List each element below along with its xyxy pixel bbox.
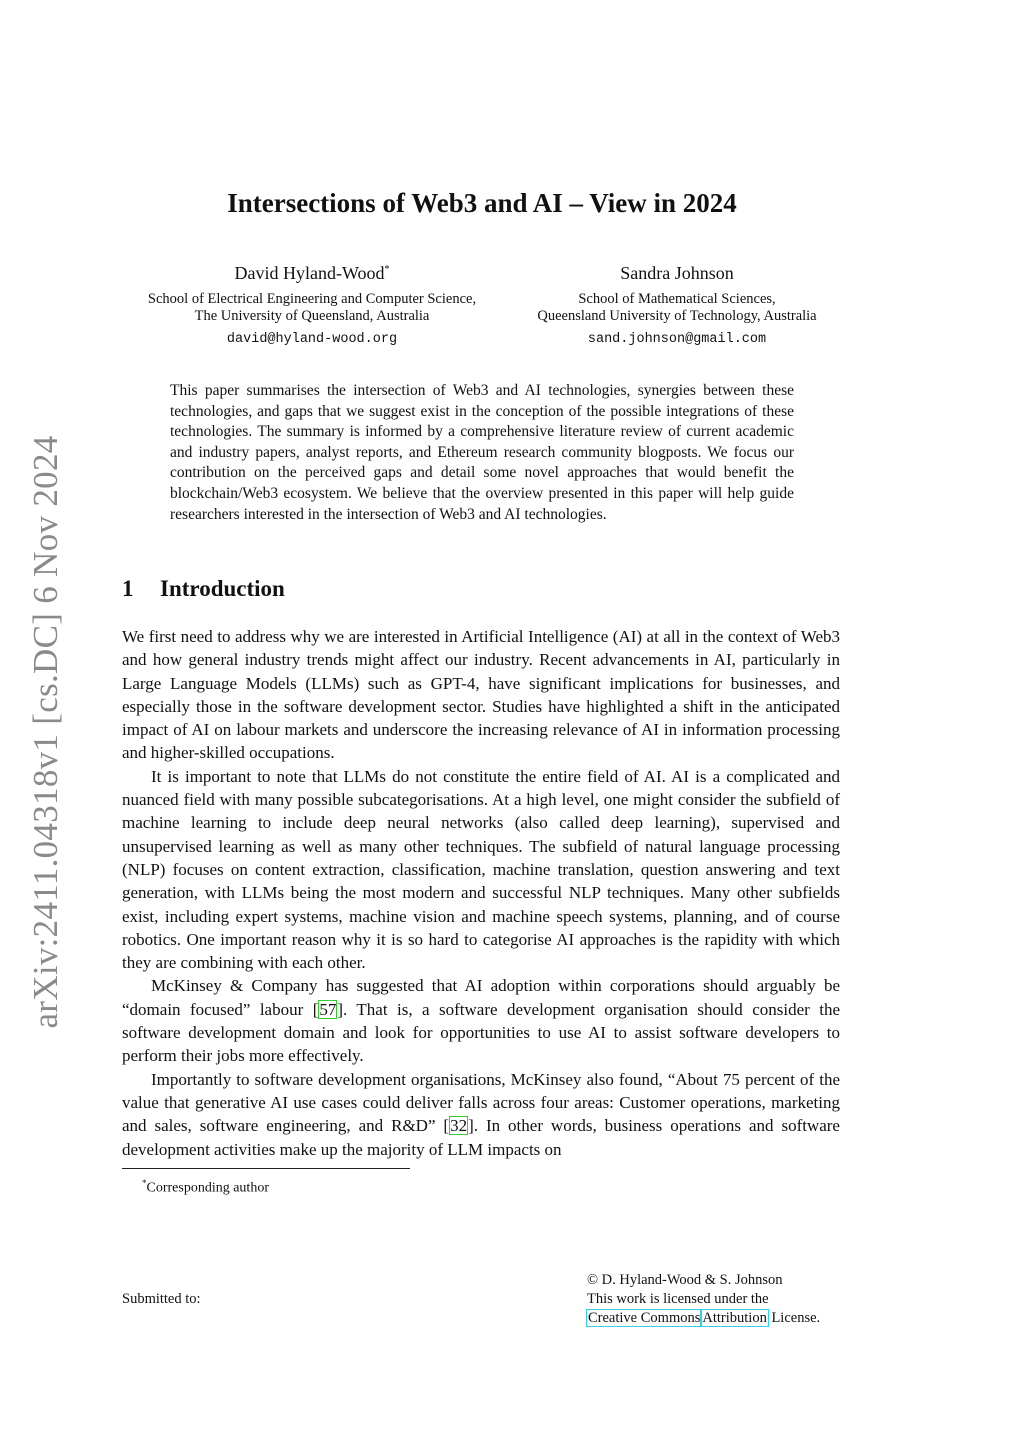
author-email[interactable]: sand.johnson@gmail.com (587, 332, 767, 347)
paragraph: It is important to note that LLMs do not constitute the entire field of AI. AI is a complicated and nuanced field with many possible subcategorisations. At a high level, one might consider the subfield of machine learning to include deep neural networks (also called deep learning), supervised and unsupervised learning as well as many other techniques. The subfield of natural language processing (NLP) focuses on content extraction, classification, machine translation, question answering and text generation, with LLMs being the most modern and successful NLP techniques. Many other subfields exist, including expert systems, machine vision and machine speech systems, planning, and of course robotics. One important reason why it is so hard to categorise AI approaches is the rapidity with which they are combining with each other. (122, 766, 840, 973)
author-email[interactable]: david@hyland-wood.org (226, 332, 398, 347)
arxiv-identifier: arXiv:2411.04318v1 [cs.DC] 6 Nov 2024 (26, 435, 65, 1029)
paragraph-text: ]. That is, a software development organisation should consider the software development domain and look for opportunities to use AI to assist software developers to perform their jobs more effectively. (122, 999, 841, 1066)
affiliation-line: Queensland University of Technology, Australia (537, 308, 817, 324)
citation-link[interactable]: 57 (319, 999, 337, 1019)
author-name (122, 258, 502, 285)
author-affiliation (510, 291, 844, 325)
paper-title: Intersections of Web3 and AI – View in 2024 (227, 188, 737, 218)
section-heading (122, 576, 285, 602)
affiliation-line: The University of Queensland, Australia (194, 308, 430, 324)
paragraph-text: McKinsey & Company has suggested that AI adoption within corporations should arguably be “domain focused” labour [ (122, 976, 840, 1019)
affiliation-line: School of Mathematical Sciences, (578, 291, 776, 307)
author-block-2 (510, 258, 844, 348)
arxiv-sidebar (20, 435, 72, 1029)
author-block-1 (122, 258, 502, 348)
author-name (510, 258, 844, 285)
license-block (587, 1271, 820, 1328)
paragraph (122, 974, 840, 1067)
footnote (142, 1174, 269, 1198)
paragraph: We first need to address why we are interested in Artificial Intelligence (AI) at all in the context of Web3 and how general industry trends might affect our industry. Recent advancements in AI, particularly in Large Language Models (LLMs) such as GPT-4, have significant implications for businesses, and especially those in the software development sector. Studies have highlighted a shift in the anticipated impact of AI on labour markets and underscore the increasing relevance of AI in information processing and higher-skilled occupations. (122, 627, 840, 763)
corresponding-marker: * (384, 264, 390, 275)
paragraph (122, 1068, 840, 1161)
abstract: This paper summarises the intersection of Web3 and AI technologies, synergies between these technologies, and gaps that we suggest exist in the conception of the possible integrations of these technologies. The summary is informed by a comprehensive literature review of current academic and industry papers, analyst reports, and Ethereum research community blogposts. We focus our contribution on the perceived gaps and detail some novel approaches that would benefit the blockchain/Web3 ecosystem. We believe that the overview presented in this paper will help guide researchers interested in the intersection of Web3 and AI technologies. (170, 382, 794, 523)
citation-link[interactable]: 32 (450, 1116, 468, 1136)
license-line: This work is licensed under the (587, 1291, 769, 1307)
paragraph-text: ]. In other words, business operations and software development activities make up the majority of LLM impacts on (122, 1116, 840, 1159)
body-text (122, 625, 840, 1161)
attribution-link[interactable]: Attribution (702, 1310, 767, 1326)
license-suffix: License. (767, 1310, 821, 1326)
footnote-divider (122, 1168, 410, 1169)
paragraph-text: Importantly to software development organisations, McKinsey also found, “About 75 percent of the value that generative AI use cases could deliver falls across four areas: Customer operations, marketing and sales, software engineering, and R&D” [ (122, 1069, 840, 1136)
submitted-to: Submitted to: (122, 1291, 201, 1307)
creative-commons-link[interactable]: Creative Commons (588, 1310, 701, 1326)
author-affiliation (122, 291, 502, 325)
footnote-text: Corresponding author (146, 1180, 269, 1196)
footnote-marker: * (142, 1178, 147, 1188)
affiliation-line: School of Electrical Engineering and Computer Science, (147, 291, 477, 307)
author-name-text: Sandra Johnson (620, 263, 734, 283)
license-links-line (587, 1309, 820, 1328)
copyright-line: © D. Hyland-Wood & S. Johnson (587, 1272, 783, 1288)
section-number: 1 (122, 576, 134, 601)
author-name-text: David Hyland-Wood (234, 263, 385, 283)
section-title: Introduction (160, 576, 285, 601)
